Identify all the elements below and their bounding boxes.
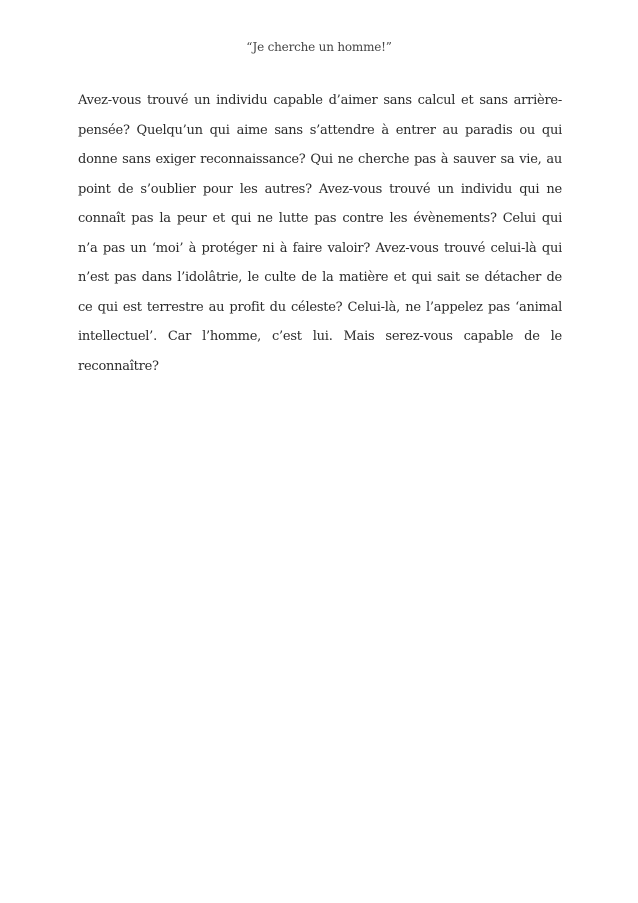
body-paragraph: Avez-vous trouvé un individu capable d’aimer sans calcul et sans arrière-pensée? Quelqu’un qui aime sans s’attendre à entrer au paradis ou qui donne sans exiger reconnaissance? Qui ne cherche pas à sauver sa vie, au point de s’oublier pour les autres? Avez-vous trouvé un individu qui ne connaît pas la peur et qui ne lutte pas contre les évènements? Celui qui n’a pas un ‘moi’ à protéger ni à faire valoir? Avez-vous trouvé celui-là qui n’est pas dans l’idolâtrie, le culte de la matière et qui sait se détacher de ce qui est terrestre au profit du céleste? Celui-là, ne l’appelez pas ‘animal intellectuel’. Car l’homme, c’est lui. Mais serez-vous capable de le reconnaître? <box>78 93 562 374</box>
page-header: “Je cherche un homme!” <box>246 40 392 54</box>
